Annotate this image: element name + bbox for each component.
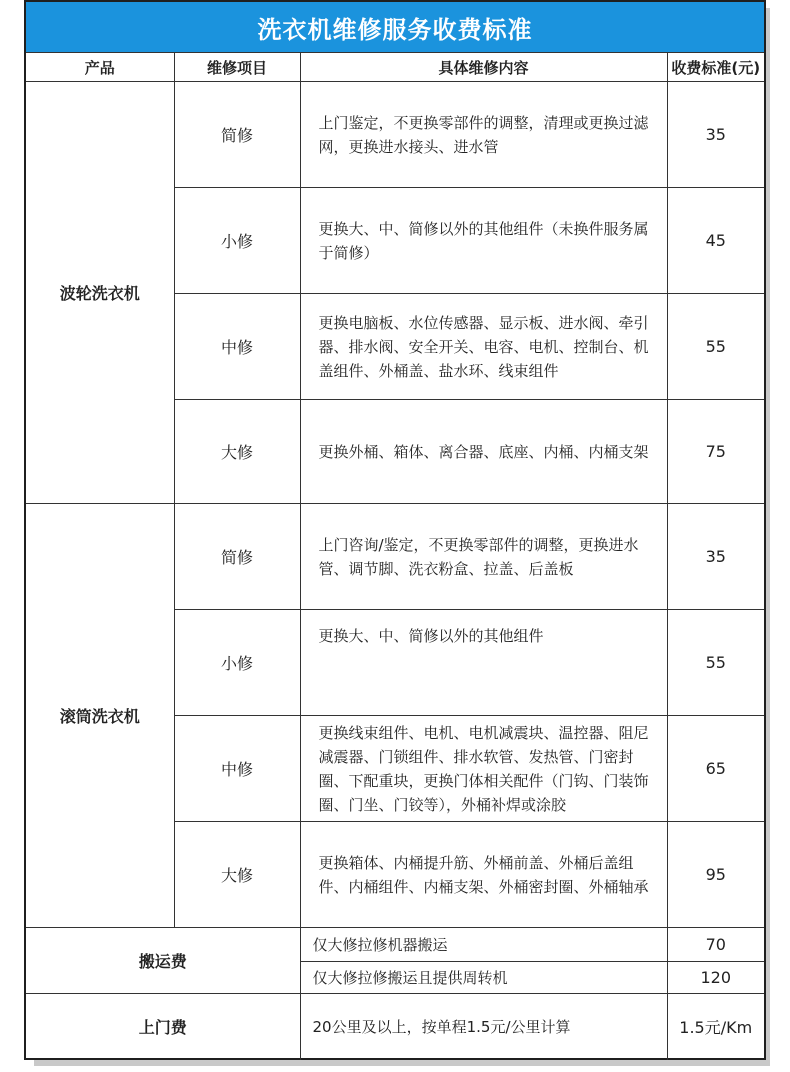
repair-desc: 上门鉴定，不更换零部件的调整，清理或更换过滤网，更换进水接头、进水管	[300, 82, 667, 188]
page-title: 洗衣机维修服务收费标准	[26, 2, 764, 52]
repair-item: 简修	[174, 82, 300, 188]
repair-desc: 上门咨询/鉴定，不更换零部件的调整，更换进水管、调节脚、洗衣粉盒、拉盖、后盖板	[300, 504, 667, 610]
repair-item: 简修	[174, 504, 300, 610]
repair-desc: 更换大、中、简修以外的其他组件	[300, 610, 667, 716]
repair-price: 95	[667, 822, 764, 928]
repair-price: 35	[667, 504, 764, 610]
repair-price: 75	[667, 400, 764, 504]
fee-desc: 仅大修拉修机器搬运	[300, 928, 667, 962]
price-sheet	[24, 0, 766, 1060]
fee-row	[26, 994, 764, 1060]
repair-desc: 更换大、中、简修以外的其他组件（未换件服务属于简修）	[300, 188, 667, 294]
repair-item: 中修	[174, 294, 300, 400]
repair-item: 小修	[174, 610, 300, 716]
repair-item: 大修	[174, 400, 300, 504]
repair-price: 55	[667, 294, 764, 400]
repair-desc: 更换箱体、内桶提升筋、外桶前盖、外桶后盖组件、内桶组件、内桶支架、外桶密封圈、外桶轴承	[300, 822, 667, 928]
repair-desc: 更换外桶、箱体、离合器、底座、内桶、内桶支架	[300, 400, 667, 504]
repair-desc: 更换线束组件、电机、电机减震块、温控器、阻尼减震器、门锁组件、排水软管、发热管、门密封圈、下配重块，更换门体相关配件（门钩、门装饰圈、门坐、门铰等），外桶补焊或涂胶	[300, 716, 667, 822]
repair-price: 45	[667, 188, 764, 294]
repair-item: 大修	[174, 822, 300, 928]
table-row	[26, 82, 764, 188]
fee-desc: 仅大修拉修搬运且提供周转机	[300, 962, 667, 994]
repair-item: 中修	[174, 716, 300, 822]
repair-price: 55	[667, 610, 764, 716]
fee-price: 70	[667, 928, 764, 962]
fee-price: 120	[667, 962, 764, 994]
fee-desc: 20公里及以上，按单程1.5元/公里计算	[300, 994, 667, 1060]
repair-item: 小修	[174, 188, 300, 294]
repair-desc: 更换电脑板、水位传感器、显示板、进水阀、牵引器、排水阀、安全开关、电容、电机、控制台、机盖组件、外桶盖、盐水环、线束组件	[300, 294, 667, 400]
header-product: 产品	[26, 53, 174, 82]
header-price: 收费标准(元)	[667, 53, 764, 82]
header-repair-item: 维修项目	[174, 53, 300, 82]
product-name: 波轮洗衣机	[26, 82, 174, 504]
fee-row	[26, 928, 764, 962]
repair-price: 35	[667, 82, 764, 188]
header-row	[26, 53, 764, 82]
table-row	[26, 504, 764, 610]
product-name: 滚筒洗衣机	[26, 504, 174, 928]
price-table	[26, 52, 764, 1060]
repair-price: 65	[667, 716, 764, 822]
fee-price: 1.5元/Km	[667, 994, 764, 1060]
header-repair-content: 具体维修内容	[300, 53, 667, 82]
carry-fee-name: 搬运费	[26, 928, 300, 994]
visit-fee-name: 上门费	[26, 994, 300, 1060]
